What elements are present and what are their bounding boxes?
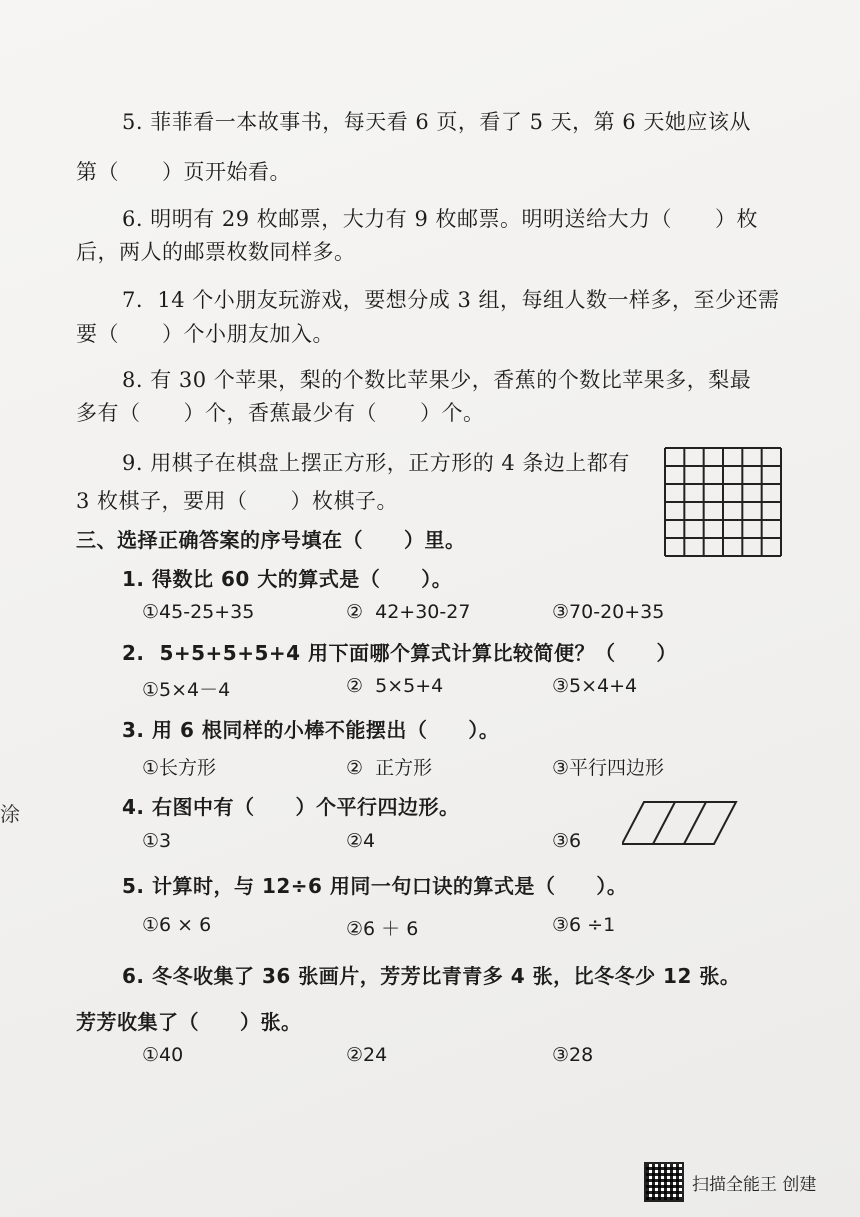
q8-line1: 8. 有 30 个苹果，梨的个数比苹果少，香蕉的个数比苹果多，梨最: [122, 368, 752, 392]
s3-q3-option-c: ③平行四边形: [552, 757, 665, 779]
s3-q5-option-a: ①6 × 6: [142, 914, 212, 936]
q9-line1: 9. 用棋子在棋盘上摆正方形，正方形的 4 条边上都有: [122, 451, 630, 475]
s3-q3-text: 3. 用 6 根同样的小棒不能摆出（ ）。: [122, 718, 500, 742]
s3-q1-text: 1. 得数比 60 大的算式是（ ）。: [122, 567, 453, 591]
q9-line2: 3 枚棋子，要用（ ）枚棋子。: [76, 489, 399, 513]
parallelogram-figure: [622, 800, 740, 852]
s3-q3-option-b: ② 正方形: [346, 757, 433, 779]
s3-q4-text: 4. 右图中有（ ）个平行四边形。: [122, 795, 460, 819]
s3-q1-option-c: ③70-20+35: [552, 601, 665, 623]
q6-line1: 6. 明明有 29 枚邮票，大力有 9 枚邮票。明明送给大力（ ）枚: [122, 207, 758, 231]
parallelogram-divider-1: [653, 802, 675, 844]
parallelogram-figure-svg: [622, 800, 740, 848]
s3-q4-option-a: ①3: [142, 830, 172, 852]
chessboard-grid: [664, 447, 782, 561]
parallelogram-divider-2: [684, 802, 706, 844]
s3-q2-option-c: ③5×4+4: [552, 675, 638, 697]
watermark-label: 扫描全能王 创建: [692, 1174, 817, 1195]
q6-line2: 后，两人的邮票枚数同样多。: [76, 240, 356, 264]
s3-q1-option-b: ② 42+30-27: [346, 601, 471, 623]
q7-line2: 要（ ）个小朋友加入。: [76, 322, 334, 346]
s3-q2-option-a: ①5×4－4: [142, 679, 231, 701]
q5-line2: 第（ ）页开始看。: [76, 160, 291, 184]
qr-code-icon: [644, 1162, 684, 1202]
s3-q6-option-a: ①40: [142, 1044, 184, 1066]
q8-line2: 多有（ ）个，香蕉最少有（ ）个。: [76, 401, 485, 425]
parallelogram-outline: [622, 802, 736, 844]
s3-q5-text: 5. 计算时，与 12÷6 用同一句口诀的算式是（ ）。: [122, 874, 628, 898]
s3-q6-option-b: ②24: [346, 1044, 388, 1066]
s3-q5-option-b: ②6 ＋ 6: [346, 918, 419, 940]
s3-q1-option-a: ①45-25+35: [142, 601, 255, 623]
s3-q6-line1: 6. 冬冬收集了 36 张画片，芳芳比青青多 4 张，比冬冬少 12 张。: [122, 964, 741, 988]
chessboard-grid-svg: [664, 447, 782, 557]
s3-q6-line2: 芳芳收集了（ ）张。: [76, 1010, 302, 1034]
s3-q4-option-b: ②4: [346, 830, 376, 852]
s3-q6-option-c: ③28: [552, 1044, 594, 1066]
s3-q3-option-a: ①长方形: [142, 757, 217, 779]
s3-q2-option-b: ② 5×5+4: [346, 675, 444, 697]
section3-title: 三、选择正确答案的序号填在（ ）里。: [76, 528, 466, 552]
scanner-watermark: [644, 1162, 816, 1202]
s3-q2-text: 2. 5+5+5+5+4 用下面哪个算式计算比较简便？（ ）: [122, 641, 678, 665]
q5-line1: 5. 菲菲看一本故事书，每天看 6 页，看了 5 天，第 6 天她应该从: [122, 110, 751, 134]
s3-q5-option-c: ③6 ÷1: [552, 914, 616, 936]
q7-line1: 7. 14 个小朋友玩游戏，要想分成 3 组，每组人数一样多，至少还需: [122, 288, 780, 312]
margin-char: 涂: [0, 802, 20, 826]
s3-q4-option-c: ③6: [552, 830, 582, 852]
